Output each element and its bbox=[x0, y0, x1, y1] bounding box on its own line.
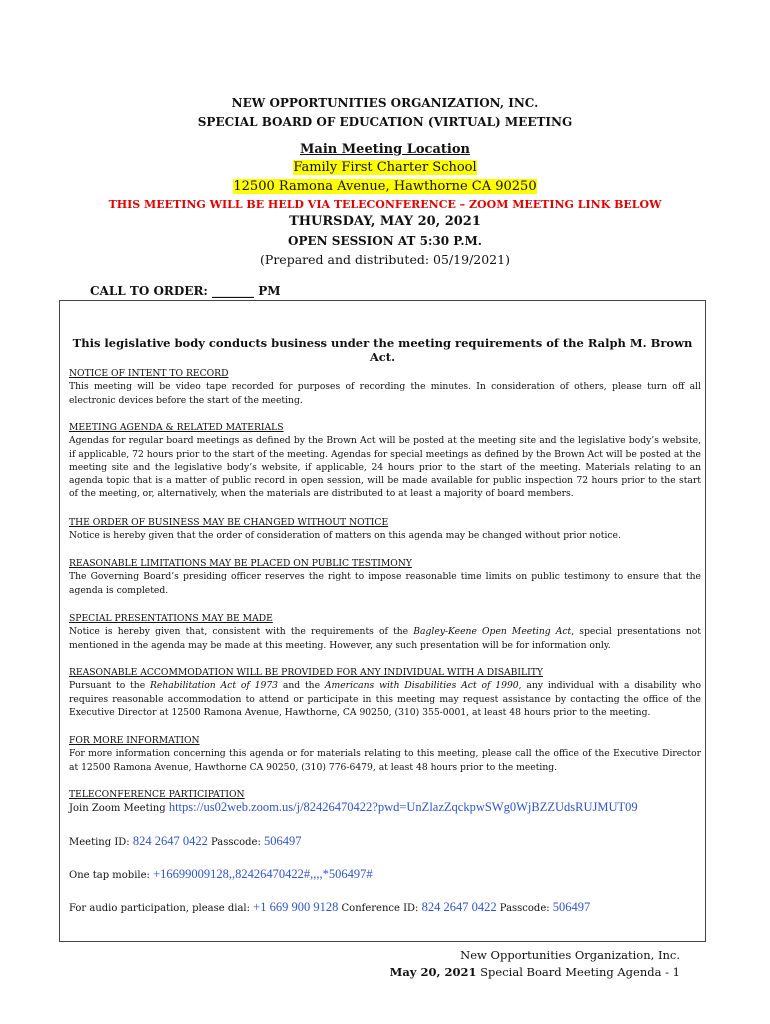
audio-number[interactable]: +1 669 900 9128 bbox=[253, 900, 339, 914]
location-name: Family First Charter School bbox=[293, 160, 477, 175]
meeting-id: 824 2647 0422 bbox=[132, 834, 208, 848]
one-tap-number[interactable]: +16699009128,,82426470422#,,,,*506497# bbox=[153, 867, 373, 881]
meeting-id-line: Meeting ID: 824 2647 0422 Passcode: 506497 bbox=[69, 834, 302, 848]
section-agenda-materials: MEETING AGENDA & RELATED MATERIALS Agendas for regular board meetings as defined by the Brown Act will be posted at the meeting site and the legislative body’s website, if applicable, 72 hours prior to the start of the meeting. Agendas for special meetings as defined by the Brown Act will be posted at the meeting site and the legislative body’s website, if applicable, 24 hours prior to the start of the meeting. Materials relating to an agenda topic that is a matter of public record in open session, will be made available for public inspection 72 hours prior to the start of the meeting, or, alternatively, when the materials are distributed to at least a majority of board members. bbox=[69, 422, 701, 500]
zoom-link[interactable]: https://us02web.zoom.us/j/82426470422?pwd=UnZlazZqckpwSWg0WjBZZUdsRUJMUT09 bbox=[168, 800, 638, 815]
prepared-date: (Prepared and distributed: 05/19/2021) bbox=[260, 252, 510, 267]
org-title: NEW OPPORTUNITIES ORGANIZATION, INC. bbox=[231, 96, 539, 110]
meeting-title: SPECIAL BOARD OF EDUCATION (VIRTUAL) MEETING bbox=[197, 115, 573, 129]
audio-line: For audio participation, please dial: +1 669 900 9128 Conference ID: 824 2647 0422 Passcode: 506497 bbox=[69, 900, 591, 914]
footer-org: New Opportunities Organization, Inc. bbox=[460, 948, 680, 962]
teleconference-notice: THIS MEETING WILL BE HELD VIA TELECONFERENCE – ZOOM MEETING LINK BELOW bbox=[108, 198, 662, 211]
section-accommodation: REASONABLE ACCOMMODATION WILL BE PROVIDED FOR ANY INDIVIDUAL WITH A DISABILITY Pursuant to the Rehabilitation Act of 1973 and the Americans with Disabilities Act of 1990, any individual with a disability who requires reasonable accommodation to attend or participate in this meeting may request assistance by contacting the office of the Executive Director at 12500 Ramona Avenue, Hawthorne, CA 90250, (310) 355-0001, at least 48 hours prior to the meeting. bbox=[69, 667, 702, 718]
meeting-date: THURSDAY, MAY 20, 2021 bbox=[289, 214, 481, 229]
section-special-presentations: SPECIAL PRESENTATIONS MAY BE MADE Notice is hereby given that, consistent with the requirements of the Bagley-Keene Open Meeting Act, special presentations not mentioned in the agenda may be made at this meeting. However, any such presentation will be for information only. bbox=[69, 613, 701, 651]
section-more-info: FOR MORE INFORMATION For more information concerning this agenda or for materials relating to this meeting, please call the office of the Executive Director at 12500 Ramona Avenue, Hawthorne CA 90250, (310) 776-6479, at least 48 hours prior to the meeting. bbox=[69, 735, 701, 773]
conference-id: 824 2647 0422 bbox=[421, 900, 497, 914]
audio-passcode: 506497 bbox=[552, 900, 591, 914]
call-to-order: CALL TO ORDER: _______ PM bbox=[90, 284, 281, 298]
one-tap-line: One tap mobile: +16699009128,,82426470422#,,,,*506497# bbox=[69, 867, 373, 881]
passcode: 506497 bbox=[264, 834, 302, 848]
section-teleconference: TELECONFERENCE PARTICIPATION Join Zoom Meeting https://us02web.zoom.us/j/82426470422?pwd=UnZlazZqckpwSWg0WjBZZUdsRUJMUT09 bbox=[69, 789, 638, 815]
location-address: 12500 Ramona Avenue, Hawthorne CA 90250 bbox=[233, 179, 537, 194]
section-public-testimony: REASONABLE LIMITATIONS MAY BE PLACED ON PUBLIC TESTIMONY The Governing Board’s presiding officer reserves the right to impose reasonable time limits on public testimony to ensure that the agenda is completed. bbox=[69, 558, 701, 596]
session-time: OPEN SESSION AT 5:30 P.M. bbox=[288, 234, 482, 248]
location-heading: Main Meeting Location bbox=[300, 142, 470, 157]
notice-box bbox=[59, 300, 706, 942]
section-order-of-business: THE ORDER OF BUSINESS MAY BE CHANGED WITHOUT NOTICE Notice is hereby given that the order of consideration of matters on this agenda may be changed without prior notice. bbox=[69, 517, 621, 542]
section-record: NOTICE OF INTENT TO RECORD This meeting will be video tape recorded for purposes of recording the minutes. In consideration of others, please turn off all electronic devices before the start of the meeting. bbox=[69, 368, 701, 406]
footer-page: May 20, 2021 Special Board Meeting Agenda - 1 bbox=[389, 965, 680, 979]
brown-act-intro: This legislative body conducts business under the meeting requirements of the Ralph M. Brown Act. bbox=[72, 336, 693, 364]
